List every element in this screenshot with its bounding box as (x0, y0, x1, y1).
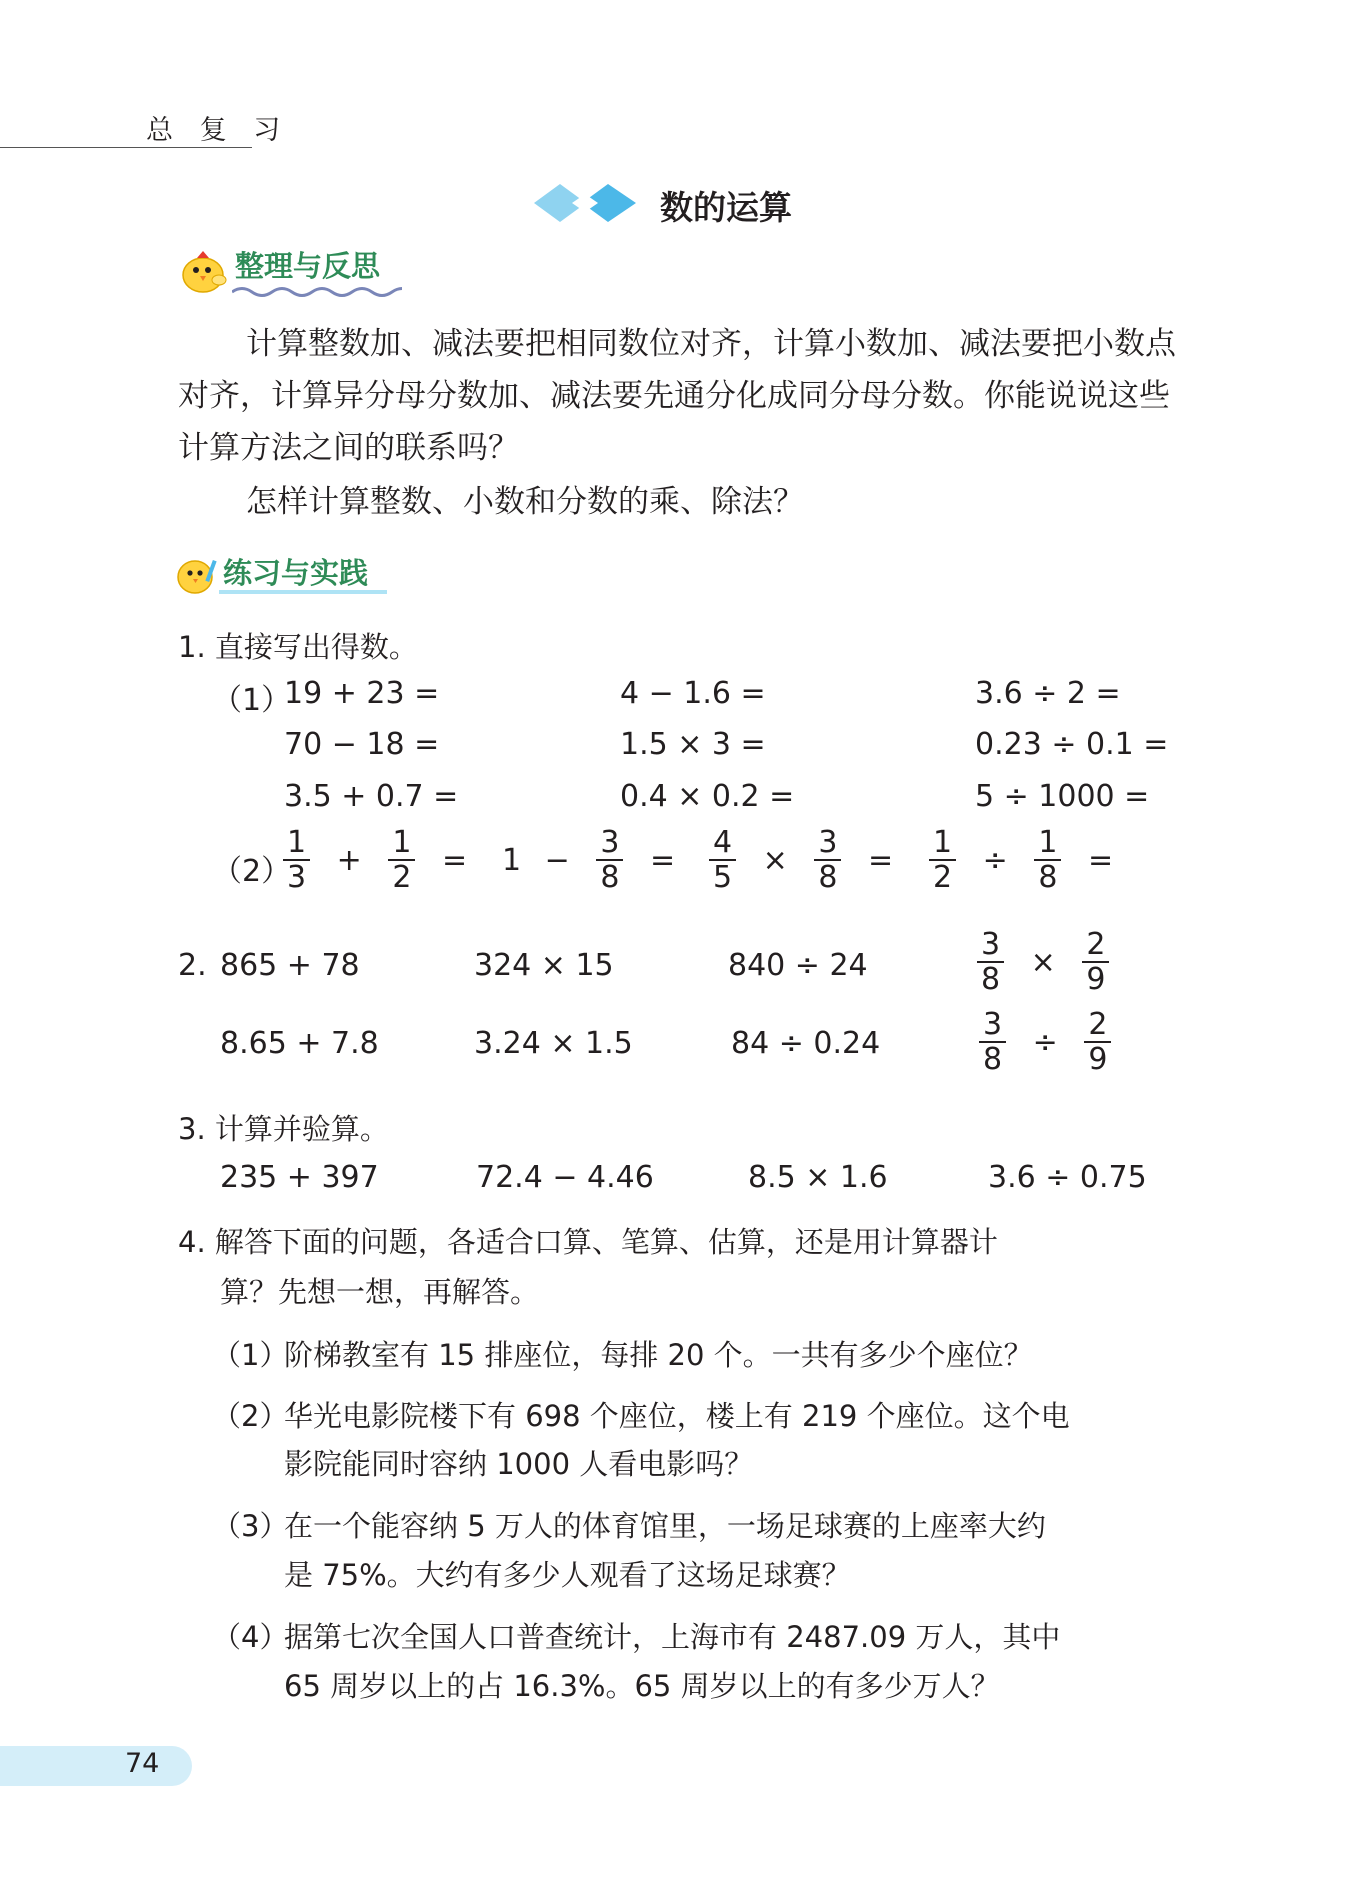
q1-expr: 0.4 × 0.2 = (620, 779, 795, 814)
numerator: 3 (979, 1008, 1006, 1043)
whole-number: 1 (502, 842, 522, 878)
numerator: 3 (977, 928, 1004, 963)
q4-item-text: 华光电影院楼下有 698 个座位，楼上有 219 个座位。这个电 (284, 1399, 1070, 1433)
chick-pencil-icon (175, 552, 221, 596)
q1-expr: 70 − 18 = (284, 727, 440, 762)
q2-expr: 840 ÷ 24 (728, 948, 868, 983)
denominator: 8 (1038, 860, 1058, 895)
numerator: 2 (1084, 1008, 1111, 1043)
q2-expr: 3.24 × 1.5 (474, 1026, 633, 1061)
equals: = (867, 842, 894, 878)
q2-label: 2. (178, 948, 207, 983)
reflect-paragraph: 计算整数加、减法要把相同数位对齐，计算小数加、减法要把小数点对齐，计算异分母分数加、减法要先通分化成同分母分数。你能说说这些计算方法之间的联系吗？ (178, 326, 1176, 466)
numerator: 4 (709, 826, 736, 861)
header-rule (0, 147, 252, 148)
q1-frac-expr (502, 826, 689, 894)
denominator: 3 (287, 860, 307, 895)
page-number-tab (0, 1746, 192, 1786)
q1-expr: 1.5 × 3 = (620, 727, 766, 762)
q4-item-label: （3） (212, 1509, 289, 1543)
q3-expr: 235 + 397 (220, 1160, 379, 1195)
denominator: 8 (818, 860, 838, 895)
denominator: 8 (600, 860, 620, 895)
equals: = (649, 842, 676, 878)
q1-part2-label: （2） (212, 854, 292, 889)
q1-frac-expr (706, 826, 907, 894)
q1-expr: 3.5 + 0.7 = (284, 779, 459, 814)
q1-part1-label: （1） (212, 683, 292, 718)
q3-expr: 72.4 − 4.46 (476, 1160, 654, 1195)
diamond-icon (532, 180, 642, 226)
q4-item-label: （4） (212, 1620, 289, 1654)
running-header: 总 复 习 (146, 115, 290, 146)
q3-stem: 3. 计算并验算。 (178, 1112, 389, 1146)
numerator: 3 (596, 826, 623, 861)
denominator: 2 (933, 860, 953, 895)
q2-frac-expr (974, 928, 1112, 996)
q3-expr: 3.6 ÷ 0.75 (988, 1160, 1147, 1195)
q1-expr: 5 ÷ 1000 = (975, 779, 1150, 814)
practice-heading: 练习与实践 (223, 556, 369, 590)
q4-item-text: 影院能同时容纳 1000 人看电影吗？ (284, 1447, 754, 1481)
q1-expr: 4 − 1.6 = (620, 676, 766, 711)
numerator: 1 (1034, 826, 1061, 861)
q1-expr: 0.23 ÷ 0.1 = (975, 727, 1169, 762)
q1-frac-expr (280, 826, 481, 894)
chick-icon (175, 248, 233, 294)
operator: × (1030, 944, 1056, 980)
q4-item-text: 65 周岁以上的占 16.3%。65 周岁以上的有多少万人？ (284, 1669, 1000, 1703)
denominator: 8 (981, 962, 1001, 997)
denominator: 2 (392, 860, 412, 895)
q4-stem-line2: 算？先想一想，再解答。 (220, 1275, 540, 1309)
numerator: 3 (814, 826, 841, 861)
denominator: 9 (1088, 1042, 1108, 1077)
q3-expr: 8.5 × 1.6 (748, 1160, 888, 1195)
q4-item-label: （2） (212, 1399, 289, 1433)
equals: = (441, 842, 468, 878)
operator: ÷ (1032, 1024, 1058, 1060)
q2-expr: 865 + 78 (220, 948, 360, 983)
numerator: 1 (283, 826, 310, 861)
reflect-heading: 整理与反思 (235, 249, 381, 283)
q2-expr: 84 ÷ 0.24 (731, 1026, 881, 1061)
operator: × (762, 842, 788, 878)
q4-item-text: 是 75%。大约有多少人观看了这场足球赛？ (284, 1558, 851, 1592)
denominator: 5 (713, 860, 733, 895)
denominator: 8 (983, 1042, 1003, 1077)
denominator: 9 (1086, 962, 1106, 997)
q2-frac-expr (976, 1008, 1114, 1076)
q1-expr: 3.6 ÷ 2 = (975, 676, 1121, 711)
numerator: 1 (388, 826, 415, 861)
section-title: 数的运算 (660, 188, 792, 227)
operator: + (336, 842, 362, 878)
operator: − (544, 842, 570, 878)
q4-item-text: 据第七次全国人口普查统计，上海市有 2487.09 万人，其中 (284, 1620, 1061, 1654)
wave-underline (232, 284, 402, 300)
page-number: 74 (125, 1748, 160, 1779)
q1-frac-expr (926, 826, 1127, 894)
operator: ÷ (982, 842, 1008, 878)
q4-item-text: 阶梯教室有 15 排座位，每排 20 个。一共有多少个座位？ (284, 1338, 1033, 1372)
q4-item-text: 在一个能容纳 5 万人的体育馆里，一场足球赛的上座率大约 (284, 1509, 1046, 1543)
equals: = (1087, 842, 1114, 878)
q4-item-label: （1） (212, 1338, 289, 1372)
q4-stem-line1: 4. 解答下面的问题，各适合口算、笔算、估算，还是用计算器计 (178, 1225, 998, 1259)
q2-expr: 324 × 15 (474, 948, 614, 983)
reflect-question: 怎样计算整数、小数和分数的乘、除法？ (246, 484, 804, 520)
q2-expr: 8.65 + 7.8 (220, 1026, 379, 1061)
numerator: 2 (1082, 928, 1109, 963)
numerator: 1 (929, 826, 956, 861)
q1-stem: 1. 直接写出得数。 (178, 630, 418, 664)
q1-expr: 19 + 23 = (284, 676, 440, 711)
